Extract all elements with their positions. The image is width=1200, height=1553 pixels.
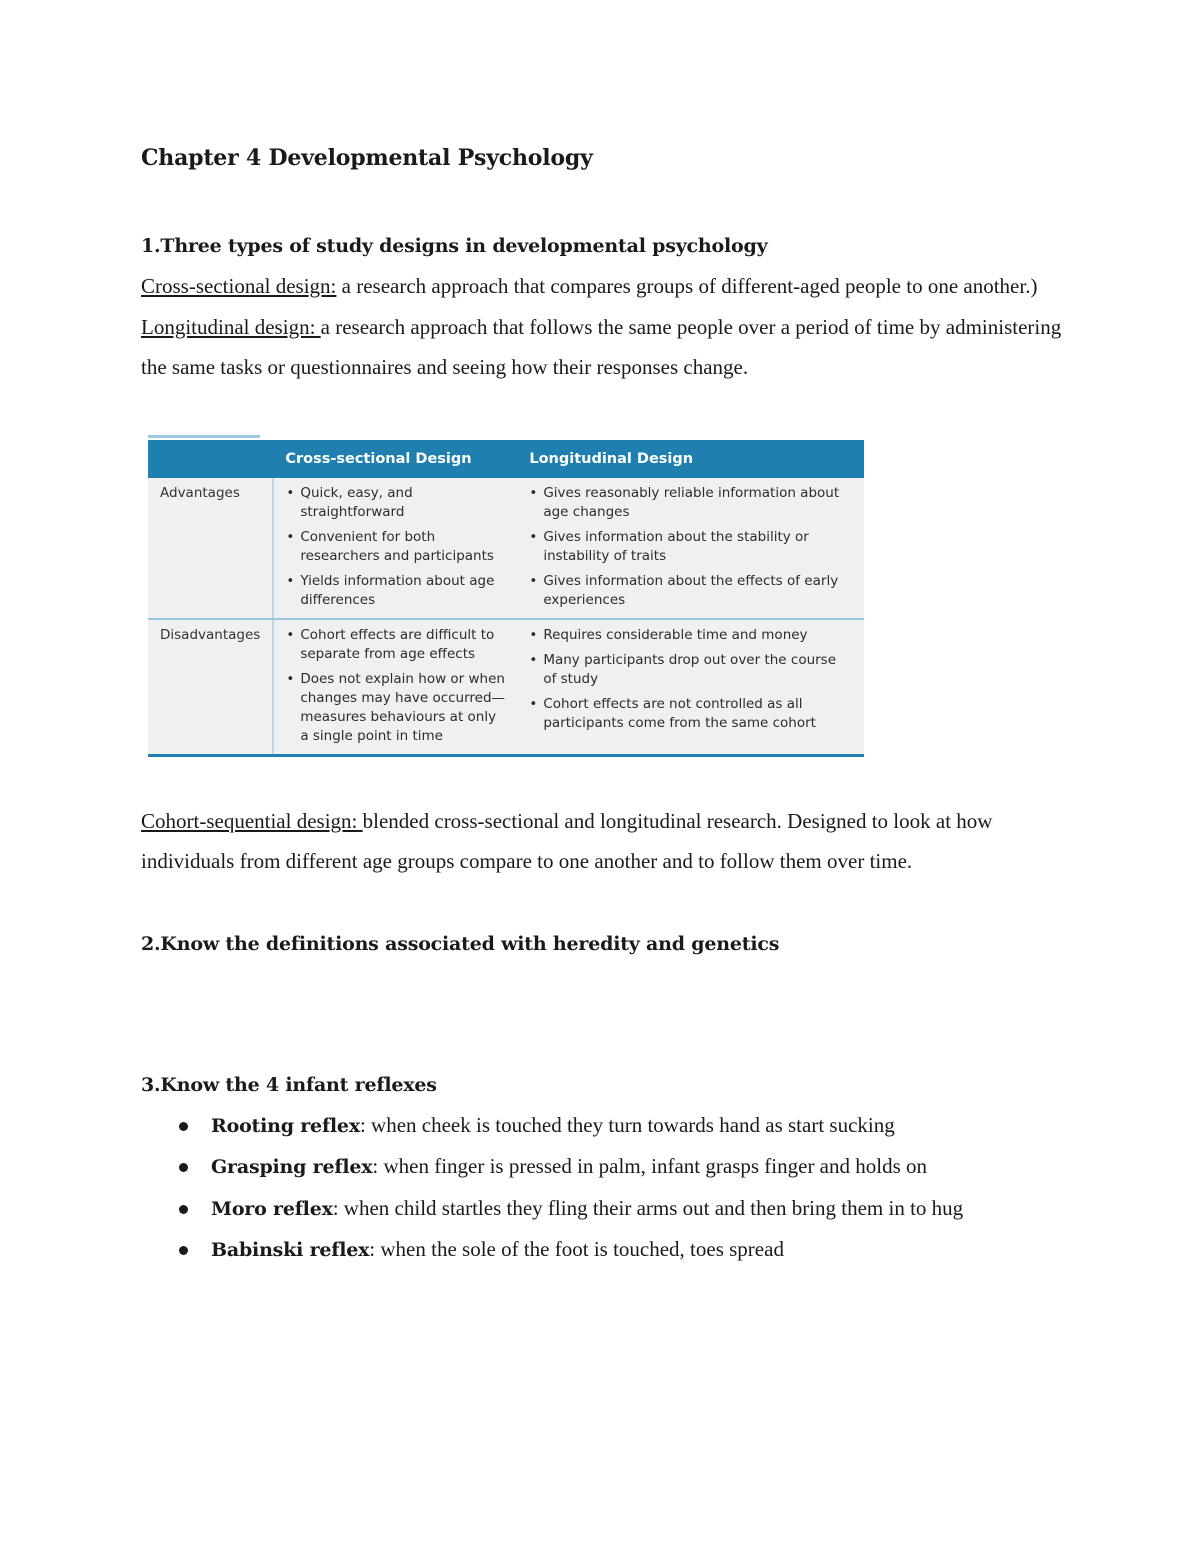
cross-sectional-definition <box>141 266 1071 307</box>
header-longitudinal: Longitudinal Design <box>517 440 864 478</box>
page-title: Chapter 4 Developmental Psychology <box>141 145 593 171</box>
section2-heading: 2.Know the definitions associated with heredity and genetics <box>141 932 780 955</box>
bullet-icon <box>179 1122 188 1131</box>
row-label-disadvantages: Disadvantages <box>148 619 273 756</box>
cross-sectional-term: Cross-sectional design: <box>141 274 337 298</box>
reflex-name: Moro reflex <box>211 1197 333 1220</box>
list-item: • Cohort effects are difficult to separate from age effects <box>286 626 505 664</box>
table-row <box>148 478 864 619</box>
comparison-table <box>148 440 864 757</box>
list-item <box>141 1229 1071 1271</box>
reflex-name: Babinski reflex <box>211 1239 370 1261</box>
reflex-name: Grasping reflex <box>211 1156 373 1178</box>
cell-adv-long <box>517 478 864 619</box>
reflex-description: : when the sole of the foot is touched, toes spread <box>369 1237 784 1261</box>
list-item <box>141 1105 1071 1147</box>
cell-adv-cross <box>273 478 517 619</box>
list-item: • Yields information about age differences <box>286 572 505 610</box>
cell-dis-long <box>517 619 864 756</box>
list-item: • Gives reasonably reliable information about age changes <box>529 484 852 522</box>
reflex-list <box>141 1105 1071 1271</box>
list-item: • Gives information about the effects of early experiences <box>529 572 852 610</box>
reflex-description: : when cheek is touched they turn towards hand as start sucking <box>359 1112 895 1137</box>
list-item: • Quick, easy, and straightforward <box>286 484 505 522</box>
list-item: • Cohort effects are not controlled as all participants come from the same cohort <box>529 695 852 733</box>
figure-top-rule <box>148 435 260 438</box>
header-cross-sectional: Cross-sectional Design <box>273 440 517 478</box>
bullet-icon <box>179 1205 188 1214</box>
longitudinal-definition <box>141 307 1071 388</box>
table-row <box>148 619 864 756</box>
table-header-row <box>148 440 864 478</box>
list-item: • Many participants drop out over the course of study <box>529 651 852 689</box>
list-item: • Gives information about the stability or instability of traits <box>529 528 852 566</box>
cohort-sequential-term: Cohort-sequential design: <box>141 808 363 833</box>
longitudinal-text: a research approach that follows the same people over a period of time by administering the same tasks or questionnaires and seeing how their responses change. <box>141 314 1062 379</box>
list-item <box>141 1188 1071 1230</box>
row-label-advantages: Advantages <box>148 478 273 619</box>
cohort-sequential-text: blended cross-sectional and longitudinal research. Designed to look at how individuals from different age groups compare to one another and to follow them over time. <box>141 808 993 873</box>
cohort-sequential-definition <box>141 801 1071 882</box>
reflex-description: : when child startles they fling their arms out and then bring them in to hug <box>332 1195 964 1220</box>
reflex-name: Rooting reflex <box>211 1114 360 1137</box>
list-item: • Requires considerable time and money <box>529 626 852 645</box>
header-blank-cell <box>148 440 273 478</box>
cell-dis-cross <box>273 619 517 756</box>
list-item: • Does not explain how or when changes may have occurred—measures behaviours at only a single point in time <box>286 670 505 746</box>
cross-sectional-text: a research approach that compares groups of different-aged people to one another.) <box>336 274 1038 298</box>
longitudinal-term: Longitudinal design: <box>141 314 321 339</box>
comparison-table-figure <box>148 435 864 757</box>
bullet-icon <box>179 1163 188 1172</box>
section1-heading: 1.Three types of study designs in developmental psychology <box>141 235 768 257</box>
bullet-icon <box>179 1246 188 1255</box>
list-item <box>141 1146 1071 1188</box>
list-item: • Convenient for both researchers and participants <box>286 528 505 566</box>
reflex-description: : when finger is pressed in palm, infant grasps finger and holds on <box>372 1154 928 1178</box>
section3-heading: 3.Know the 4 infant reflexes <box>141 1073 437 1096</box>
